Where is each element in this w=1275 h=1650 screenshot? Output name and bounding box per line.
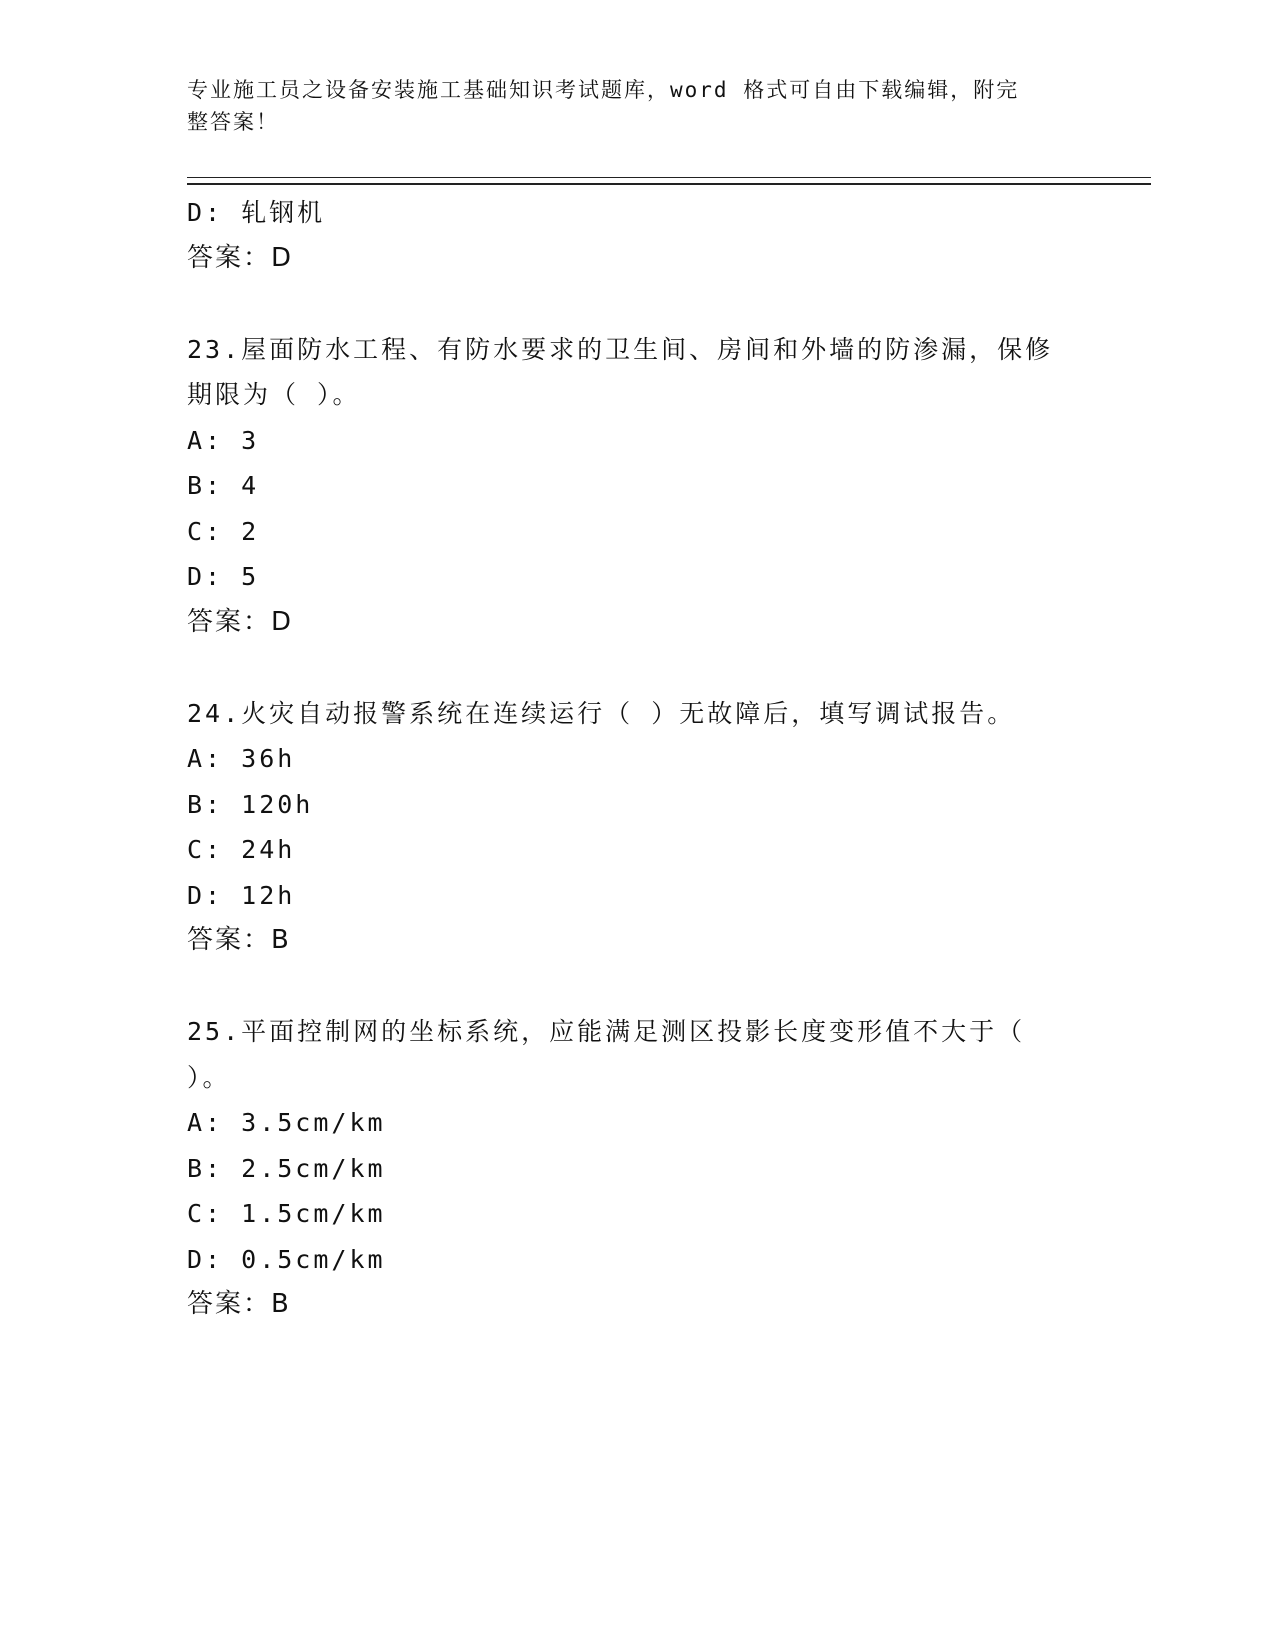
option-b: B: 2.5cm/km: [187, 1153, 386, 1183]
option-d: D: 5: [187, 562, 260, 591]
option-a: A: 3: [187, 425, 260, 455]
option-a: A: 36h: [187, 744, 296, 773]
answer-line: 答案：D: [187, 606, 294, 637]
answer-line: 答案：B: [187, 1289, 291, 1319]
option-a: A: 3.5cm/km: [187, 1108, 386, 1137]
header-line-2: 整答案！: [187, 110, 279, 134]
option-d: D: 0.5cm/km: [187, 1244, 386, 1274]
header-line-1: 专业施工员之设备安装施工基础知识考试题库，word 格式可自由下载编辑，附完: [187, 78, 1020, 102]
question-25: [187, 1009, 1087, 1327]
option-c: C: 1.5cm/km: [187, 1199, 386, 1228]
page-header: [187, 74, 1067, 138]
option-d: D: 12h: [187, 880, 296, 910]
question-list: [187, 190, 1087, 1327]
answer-line: 答案：B: [187, 925, 291, 955]
option-b: B: 120h: [187, 789, 314, 819]
question-23: [187, 327, 1087, 645]
answer-line: 答案：D: [187, 242, 294, 273]
header-divider: [187, 177, 1151, 185]
option-c: C: 24h: [187, 835, 296, 864]
question-text-line-1: 23.屋面防水工程、有防水要求的卫生间、房间和外墙的防渗漏，保修: [187, 334, 1054, 364]
question-text-line-1: 25.平面控制网的坐标系统，应能满足测区投影长度变形值不大于（: [187, 1017, 1026, 1046]
question-text-line-1: 24.火灾自动报警系统在连续运行（ ）无故障后，填写调试报告。: [187, 698, 1016, 728]
question-24: [187, 691, 1087, 964]
option-c: C: 2: [187, 516, 260, 546]
prev-question-tail: [187, 190, 1087, 281]
option-d: D: 轧钢机: [187, 198, 326, 227]
option-b: B: 4: [187, 471, 260, 500]
question-text-line-2: ）。: [187, 1062, 231, 1092]
question-text-line-2: 期限为（ ）。: [187, 380, 361, 409]
